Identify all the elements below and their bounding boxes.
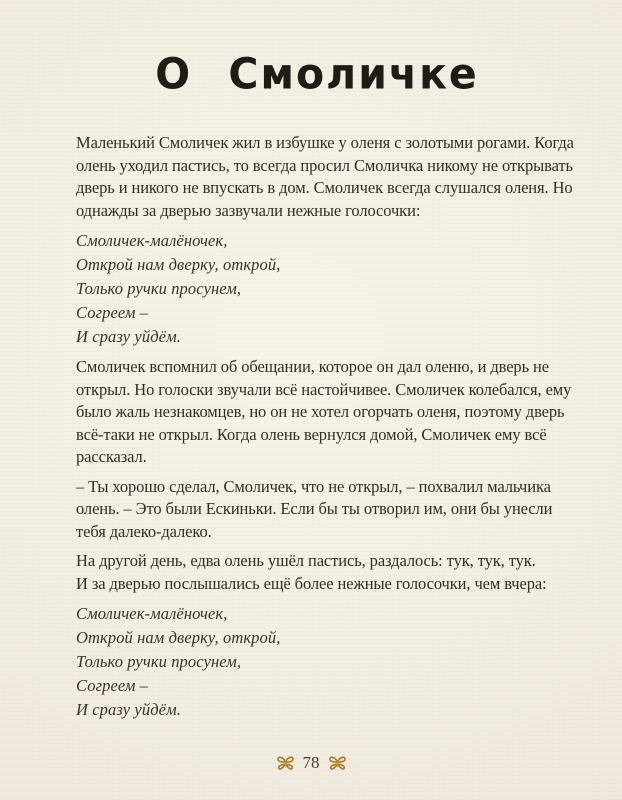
text-line: И за дверью послышались ещё более нежные голосочки, чем вчера:	[76, 573, 547, 593]
text-line: олень уходил пастись, то всегда просил Смоличка никому не открывать	[76, 155, 573, 175]
poem-line: Только ручки просунем,	[76, 652, 242, 671]
poem-line: Смоличек-малёночек,	[76, 604, 228, 623]
fleuron-ornament-icon	[275, 754, 296, 773]
text-line: однажды за дверью зазвучали нежные голосочки:	[76, 200, 421, 220]
text-line: – Ты хорошо сделал, Смоличек, что не открыл, – похвалил мальчика	[76, 476, 551, 496]
text-line: открыл. Но голоски звучали всё настойчивее. Смоличек колебался, ему	[76, 379, 572, 399]
poem-first	[76, 229, 558, 349]
poem-line: И сразу уйдём.	[76, 700, 181, 719]
poem-line: Только ручки просунем,	[76, 279, 242, 298]
text-line: дверь и никого не впускать в дом. Смоличек всегда слушался оленя. Но	[76, 178, 573, 197]
poem-line: Открой нам дверку, открой,	[76, 255, 281, 274]
story-paragraph-2	[76, 356, 572, 469]
story-paragraph-1	[76, 132, 574, 222]
text-line: было жаль незнакомцев, но он не хотел огорчать оленя, поэтому дверь	[76, 402, 565, 421]
story-paragraph-3	[76, 476, 558, 544]
text-line: тебя далеко-далеко.	[76, 521, 212, 541]
poem-line: Согреем –	[76, 303, 149, 322]
poem-line: Открой нам дверку, открой,	[76, 628, 281, 647]
text-line: олень. – Это были Ескиньки. Если бы ты отворил им, они бы унесли	[76, 499, 553, 518]
text-line: Смоличек вспомнил об обещании, которое он дал оленю, и дверь не	[76, 357, 549, 376]
text-line: всё-таки не открыл. Когда олень вернулся домой, Смоличек ему всё	[76, 424, 547, 444]
poem-line: Согреем –	[76, 676, 149, 695]
poem-line: И сразу уйдём.	[76, 327, 181, 346]
fleuron-ornament-icon	[327, 754, 348, 773]
page-number: 78	[302, 753, 320, 772]
text-line: рассказал.	[76, 447, 147, 466]
poem-line: Смоличек-малёночек,	[76, 231, 228, 250]
page-title: О Смоличке	[155, 49, 479, 99]
page-footer	[0, 753, 622, 773]
story-paragraph-4	[76, 550, 558, 595]
text-line: Маленький Смоличек жил в избушке у оленя с золотыми рогами. Когда	[76, 133, 574, 152]
poem-second	[76, 602, 558, 722]
text-line: На другой день, едва олень ушёл пастись, раздалось: тук, тук, тук.	[76, 551, 536, 570]
